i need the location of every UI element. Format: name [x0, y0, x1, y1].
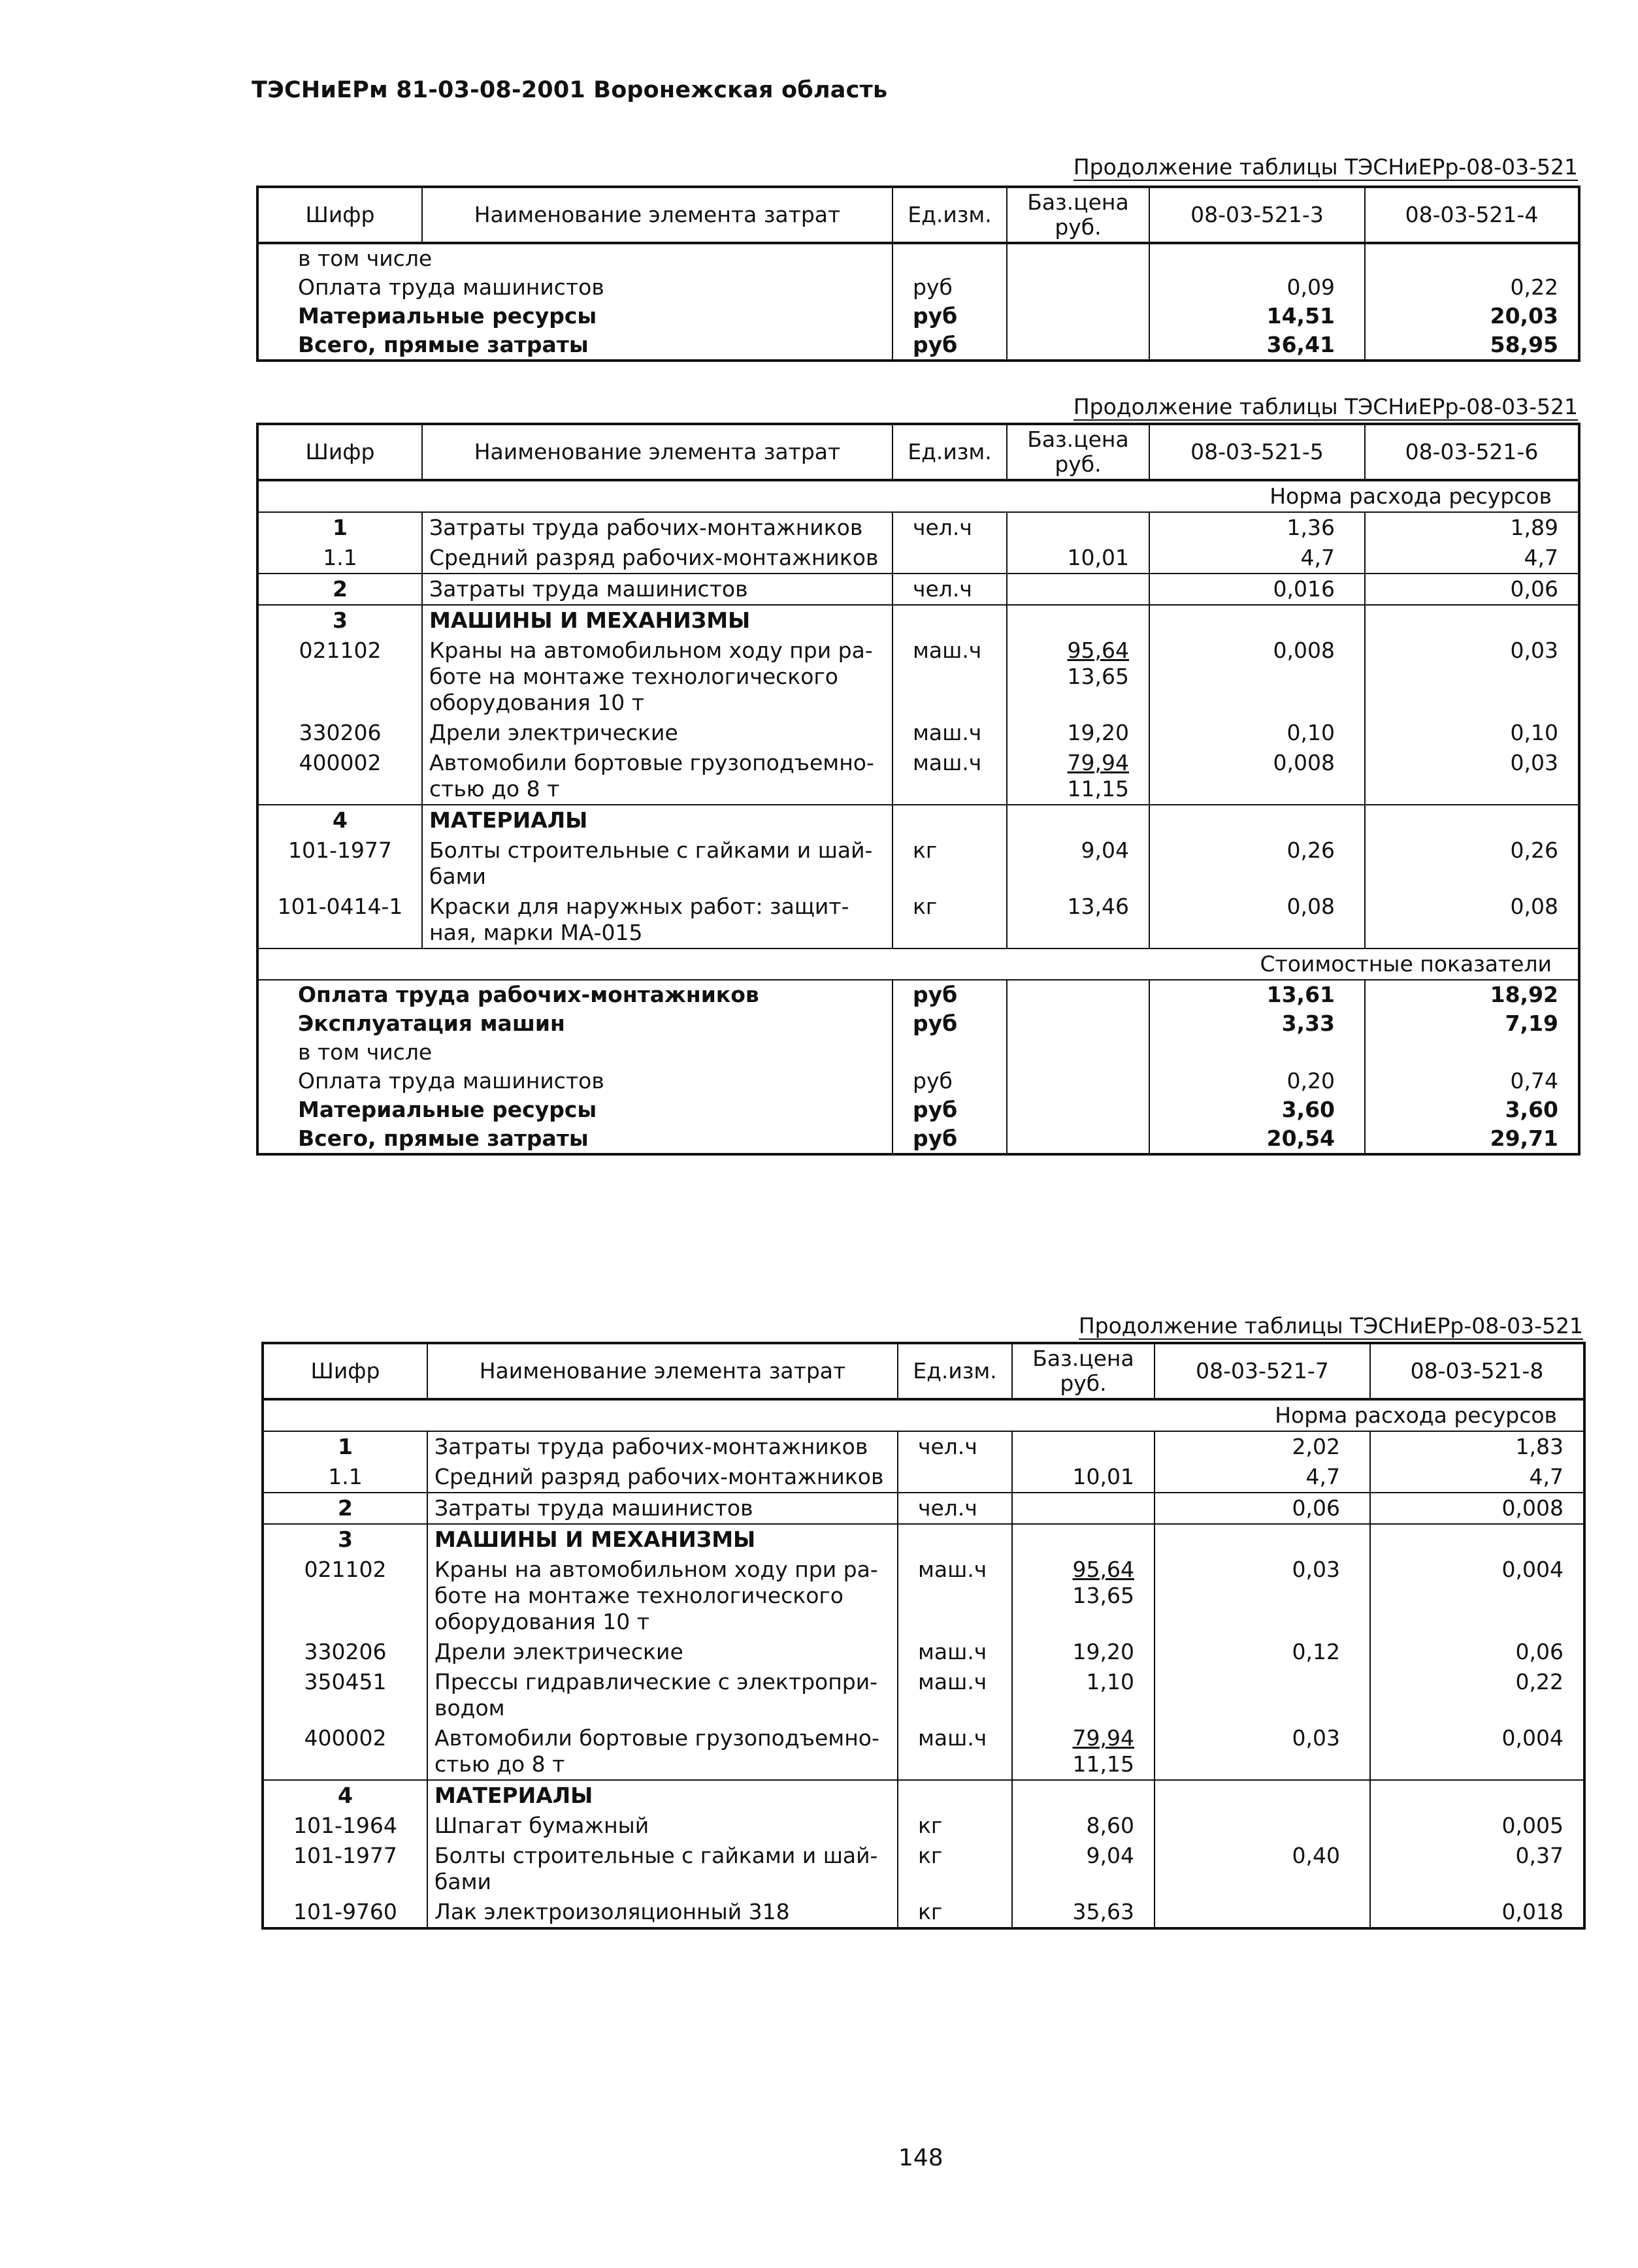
cell-unit: [898, 1780, 1012, 1811]
table-row: [263, 1897, 1584, 1928]
cell-name: Затраты труда рабочих-монтажников: [427, 1431, 898, 1462]
section-row: [257, 805, 1579, 835]
cell-name: Автомобили бортовые грузоподъемно- стью до 8 т: [427, 1723, 898, 1780]
header-col-a: 08-03-521-5: [1149, 424, 1365, 480]
cell-value-b: 0,008: [1370, 1493, 1584, 1524]
cell-unit: [893, 243, 1007, 273]
cell-code: 400002: [263, 1723, 427, 1780]
cell-price: [1012, 1524, 1155, 1555]
cell-value-b: 0,018: [1501, 1899, 1564, 1924]
table-1-block: [256, 154, 1578, 362]
summary-row: [257, 1067, 1579, 1095]
cell-value-a: 0,12: [1155, 1637, 1370, 1667]
section-row: [263, 1524, 1584, 1555]
cell-code: 2: [257, 574, 422, 605]
cell-code: 4: [257, 805, 422, 835]
cell-value-a: 0,008: [1149, 636, 1365, 718]
cost-table-2: [256, 423, 1581, 1156]
cell-value-a: 0,03: [1155, 1555, 1370, 1637]
cell-price: [1012, 1431, 1155, 1462]
header-unit: Ед.изм.: [893, 424, 1007, 480]
cell-price: [1007, 1038, 1149, 1067]
cell-value-a: [1155, 1780, 1370, 1811]
cell-price: [1007, 748, 1149, 805]
cell-unit: руб: [893, 980, 1007, 1009]
cell-value-a: [1149, 243, 1365, 273]
cell-value-a: 14,51: [1149, 302, 1365, 331]
cell-value-a: [1149, 1038, 1365, 1067]
continuation-caption: Продолжение таблицы ТЭСНиЕРр-08-03-521: [1073, 394, 1578, 419]
table-row: [257, 636, 1579, 718]
cell-unit: маш.ч: [893, 748, 1007, 805]
cell-value-b: 0,37: [1515, 1843, 1564, 1868]
cell-name: Затраты труда машинистов: [422, 574, 893, 605]
cell-code: 101-1964: [263, 1811, 427, 1841]
cell-price: 10,01: [1012, 1462, 1155, 1493]
table-row: [263, 1811, 1584, 1841]
table-row: [263, 1637, 1584, 1667]
cost-table-3: [261, 1342, 1586, 1930]
cell-value-a: 2,02: [1155, 1431, 1370, 1462]
cell-unit: [893, 805, 1007, 835]
table-row: [263, 1841, 1584, 1897]
cell-name: Всего, прямые затраты: [257, 331, 893, 361]
cell-price: [1007, 574, 1149, 605]
cell-value-a: [1149, 805, 1365, 835]
cell-name: Средний разряд рабочих-монтажников: [422, 543, 893, 574]
norm-label: Норма расхода ресурсов: [257, 480, 1579, 512]
cell-code: 4: [263, 1780, 427, 1811]
cell-name: Оплата труда машинистов: [257, 273, 893, 302]
cell-value-b: 0,06: [1515, 1639, 1564, 1664]
cell-price: 19,20: [1012, 1637, 1155, 1667]
header-col-b: 08-03-521-8: [1370, 1343, 1584, 1399]
table-3-block: [261, 1313, 1583, 1930]
cell-name: Шпагат бумажный: [427, 1811, 898, 1841]
cell-name: в том числе: [257, 243, 893, 273]
summary-row: [257, 1124, 1579, 1154]
cell-price: 1,10: [1012, 1667, 1155, 1723]
cell-value-a: 3,60: [1149, 1095, 1365, 1124]
cell-value-a: 36,41: [1149, 331, 1365, 361]
table-row: [257, 273, 1579, 302]
cell-value-a: 0,09: [1149, 273, 1365, 302]
cell-price: [1007, 302, 1149, 331]
cell-price: 19,20: [1007, 718, 1149, 748]
cell-value-a: [1155, 1667, 1370, 1723]
cell-value-b: 0,22: [1510, 274, 1558, 300]
cell-value-b: 1,83: [1515, 1434, 1564, 1459]
cell-price: [1007, 805, 1149, 835]
table-row: [257, 835, 1579, 892]
cell-unit: [893, 605, 1007, 636]
cell-price: [1007, 1067, 1149, 1095]
cell-value-b: 0,03: [1510, 638, 1558, 663]
summary-row: [257, 1038, 1579, 1067]
table-row: [257, 302, 1579, 331]
cell-code: 1.1: [263, 1462, 427, 1493]
cell-value-a: 13,61: [1149, 980, 1365, 1009]
cell-unit: маш.ч: [898, 1667, 1012, 1723]
summary-row: [257, 1095, 1579, 1124]
cell-value-a: 20,54: [1149, 1124, 1365, 1154]
cell-code: 1.1: [257, 543, 422, 574]
header-name: Наименование элемента затрат: [422, 424, 893, 480]
header-code: Шифр: [263, 1343, 427, 1399]
cell-value-b: 0,06: [1365, 574, 1579, 605]
header-price: Баз.цена руб.: [1007, 187, 1149, 243]
cell-value-b: 20,03: [1490, 303, 1558, 329]
cell-price: 35,63: [1012, 1897, 1155, 1928]
summary-row: [257, 980, 1579, 1009]
cell-unit: кг: [893, 835, 1007, 892]
cell-name: МАШИНЫ И МЕХАНИЗМЫ: [427, 1524, 898, 1555]
cell-value-a: [1155, 1897, 1370, 1928]
norm-label: Норма расхода ресурсов: [263, 1399, 1584, 1431]
cell-name: Эксплуатация машин: [257, 1009, 893, 1038]
cell-value-b: 4,7: [1524, 545, 1558, 570]
cell-unit: чел.ч: [893, 574, 1007, 605]
cell-price: 9,04: [1012, 1841, 1155, 1897]
cell-price: 8,60: [1012, 1811, 1155, 1841]
cell-name: Краски для наружных работ: защит- ная, марки МА-015: [422, 892, 893, 948]
cell-price: [1007, 1009, 1149, 1038]
cell-value-b: 0,22: [1515, 1669, 1564, 1694]
cell-value-b: 1,89: [1510, 515, 1558, 540]
cell-price: [1007, 605, 1149, 636]
cell-price: [1012, 1555, 1155, 1637]
cell-value-a: 0,08: [1149, 892, 1365, 948]
header-name: Наименование элемента затрат: [427, 1343, 898, 1399]
cell-value-b: [1365, 605, 1579, 636]
cell-value-b: 0,004: [1501, 1557, 1564, 1582]
price-bottom: 13,65: [1067, 664, 1129, 689]
cell-value-a: 0,016: [1149, 574, 1365, 605]
page-number: 148: [898, 2145, 943, 2171]
cell-code: 330206: [263, 1637, 427, 1667]
cell-value-a: 0,10: [1149, 718, 1365, 748]
cell-unit: [893, 543, 1007, 574]
table-row: [257, 574, 1579, 605]
cell-price: [1007, 1124, 1149, 1154]
cell-code: 101-1977: [263, 1841, 427, 1897]
cell-unit: чел.ч: [898, 1431, 1012, 1462]
table-row: [257, 331, 1579, 361]
cell-code: 1: [263, 1431, 427, 1462]
header-price: Баз.цена руб.: [1012, 1343, 1155, 1399]
cell-value-b: 4,7: [1529, 1464, 1564, 1489]
header-col-a: 08-03-521-7: [1155, 1343, 1370, 1399]
cell-price: [1007, 1095, 1149, 1124]
cell-value-b: 0,03: [1510, 750, 1558, 775]
cell-price: 10,01: [1007, 543, 1149, 574]
cell-name: МАТЕРИАЛЫ: [427, 1780, 898, 1811]
cell-value-a: 0,26: [1149, 835, 1365, 892]
cell-value-b: 0,74: [1510, 1068, 1558, 1094]
cell-code: 2: [263, 1493, 427, 1524]
table-row: [263, 1493, 1584, 1524]
cell-code: 3: [257, 605, 422, 636]
header-col-b: 08-03-521-4: [1365, 187, 1579, 243]
cell-name: МАТЕРИАЛЫ: [422, 805, 893, 835]
cell-code: 021102: [257, 636, 422, 718]
header-unit: Ед.изм.: [898, 1343, 1012, 1399]
cell-value-a: 4,7: [1149, 543, 1365, 574]
cell-code: 1: [257, 512, 422, 543]
cell-price: 13,46: [1007, 892, 1149, 948]
cell-value-b: 0,26: [1510, 837, 1558, 863]
cell-unit: кг: [898, 1841, 1012, 1897]
header-code: Шифр: [257, 424, 422, 480]
table-row: [257, 543, 1579, 574]
cell-name: МАШИНЫ И МЕХАНИЗМЫ: [422, 605, 893, 636]
cell-value-a: 4,7: [1155, 1462, 1370, 1493]
cell-value-b: [1370, 1780, 1584, 1811]
table-2-block: [256, 394, 1578, 1156]
cell-value-b: 18,92: [1490, 982, 1558, 1007]
cell-code: 101-1977: [257, 835, 422, 892]
cell-value-b: 0,08: [1510, 894, 1558, 919]
cost-header-row: [257, 948, 1579, 980]
cell-name: Дрели электрические: [422, 718, 893, 748]
cell-code: 3: [263, 1524, 427, 1555]
cell-value-b: 29,71: [1490, 1126, 1558, 1151]
cell-value-a: 3,33: [1149, 1009, 1365, 1038]
cell-price: [1012, 1493, 1155, 1524]
cell-value-b: [1365, 1038, 1579, 1067]
price-top: 79,94: [1067, 750, 1129, 775]
cost-label: Стоимостные показатели: [257, 948, 1579, 980]
table-row: [263, 1462, 1584, 1493]
cell-name: Автомобили бортовые грузоподъемно- стью до 8 т: [422, 748, 893, 805]
cell-unit: [898, 1524, 1012, 1555]
table-header-row: [257, 424, 1579, 480]
cell-name: Материальные ресурсы: [257, 302, 893, 331]
cell-unit: руб: [893, 1095, 1007, 1124]
cell-value-b: 0,10: [1510, 720, 1558, 745]
cell-name: Болты строительные с гайками и шай- бами: [422, 835, 893, 892]
cell-name: Краны на автомобильном ходу при ра- боте на монтаже технологического оборудования 10 т: [422, 636, 893, 718]
cell-value-b: 3,60: [1505, 1097, 1558, 1122]
summary-row: [257, 1009, 1579, 1038]
cell-value-a: [1155, 1811, 1370, 1841]
cell-name: Затраты труда рабочих-монтажников: [422, 512, 893, 543]
cost-table-1: [256, 186, 1581, 362]
cell-value-b: 58,95: [1490, 332, 1558, 357]
norm-header-row: [263, 1399, 1584, 1431]
cell-unit: маш.ч: [898, 1637, 1012, 1667]
cell-price: [1007, 512, 1149, 543]
cell-unit: руб: [893, 1067, 1007, 1095]
table-header-row: [257, 187, 1579, 243]
cell-price: [1012, 1780, 1155, 1811]
cell-name: Дрели электрические: [427, 1637, 898, 1667]
table-row: [257, 512, 1579, 543]
cell-price: [1007, 980, 1149, 1009]
cell-name: Затраты труда машинистов: [427, 1493, 898, 1524]
cell-unit: чел.ч: [893, 512, 1007, 543]
cell-name: Краны на автомобильном ходу при ра- боте на монтаже технологического оборудования 10 т: [427, 1555, 898, 1637]
cell-name: в том числе: [257, 1038, 893, 1067]
cell-code: 400002: [257, 748, 422, 805]
cell-value-b: 7,19: [1505, 1011, 1558, 1036]
section-row: [257, 605, 1579, 636]
price-bottom: 11,15: [1067, 776, 1129, 802]
cell-unit: кг: [898, 1811, 1012, 1841]
price-bottom: 13,65: [1072, 1583, 1134, 1608]
cell-value-b: 0,005: [1501, 1813, 1564, 1838]
header-col-a: 08-03-521-3: [1149, 187, 1365, 243]
header-price: Баз.цена руб.: [1007, 424, 1149, 480]
cell-code: 330206: [257, 718, 422, 748]
page-title: ТЭСНиЕРм 81-03-08-2001 Воронежская область: [252, 77, 888, 103]
cell-value-a: [1155, 1524, 1370, 1555]
table-row: [257, 718, 1579, 748]
cell-value-a: 0,03: [1155, 1723, 1370, 1780]
cell-value-a: 0,06: [1155, 1493, 1370, 1524]
price-top: 95,64: [1067, 638, 1129, 663]
cell-code: 350451: [263, 1667, 427, 1723]
cell-name: Оплата труда рабочих-монтажников: [257, 980, 893, 1009]
table-row: [257, 243, 1579, 273]
cell-unit: маш.ч: [893, 718, 1007, 748]
cell-unit: [898, 1462, 1012, 1493]
cell-name: Болты строительные с гайками и шай- бами: [427, 1841, 898, 1897]
header-code: Шифр: [257, 187, 422, 243]
cell-unit: руб: [893, 273, 1007, 302]
cell-unit: кг: [893, 892, 1007, 948]
cell-unit: руб: [893, 302, 1007, 331]
cell-value-b: [1370, 1524, 1584, 1555]
table-row: [263, 1667, 1584, 1723]
cell-unit: руб: [893, 1009, 1007, 1038]
cell-name: Материальные ресурсы: [257, 1095, 893, 1124]
norm-header-row: [257, 480, 1579, 512]
cell-price: [1007, 273, 1149, 302]
cell-unit: руб: [893, 331, 1007, 361]
cell-price: [1007, 243, 1149, 273]
continuation-caption: Продолжение таблицы ТЭСНиЕРр-08-03-521: [1078, 1313, 1583, 1338]
cell-unit: [893, 1038, 1007, 1067]
cell-unit: чел.ч: [898, 1493, 1012, 1524]
cell-unit: маш.ч: [893, 636, 1007, 718]
cell-value-b: 0,004: [1501, 1725, 1564, 1751]
table-row: [257, 892, 1579, 948]
cell-code: 101-9760: [263, 1897, 427, 1928]
continuation-caption: Продолжение таблицы ТЭСНиЕРр-08-03-521: [1073, 154, 1578, 180]
table-row: [263, 1555, 1584, 1637]
cell-name: Всего, прямые затраты: [257, 1124, 893, 1154]
table-header-row: [263, 1343, 1584, 1399]
cell-value-a: [1149, 605, 1365, 636]
header-col-b: 08-03-521-6: [1365, 424, 1579, 480]
cell-unit: кг: [898, 1897, 1012, 1928]
cell-unit: маш.ч: [898, 1555, 1012, 1637]
section-row: [263, 1780, 1584, 1811]
cell-price: [1007, 331, 1149, 361]
cell-unit: маш.ч: [898, 1723, 1012, 1780]
cell-value-a: 0,40: [1155, 1841, 1370, 1897]
cell-value-b: [1365, 805, 1579, 835]
cell-name: Лак электроизоляционный 318: [427, 1897, 898, 1928]
cell-price: [1007, 636, 1149, 718]
cell-name: Средний разряд рабочих-монтажников: [427, 1462, 898, 1493]
price-bottom: 11,15: [1072, 1751, 1134, 1777]
cell-code: 021102: [263, 1555, 427, 1637]
price-top: 79,94: [1072, 1725, 1134, 1751]
table-row: [263, 1431, 1584, 1462]
table-row: [257, 748, 1579, 805]
cell-price: 9,04: [1007, 835, 1149, 892]
cell-code: 101-0414-1: [257, 892, 422, 948]
cell-unit: руб: [893, 1124, 1007, 1154]
cell-value-a: 0,008: [1149, 748, 1365, 805]
cell-value-a: 1,36: [1149, 512, 1365, 543]
price-top: 95,64: [1072, 1557, 1134, 1582]
cell-value-a: 0,20: [1149, 1067, 1365, 1095]
cell-name: Прессы гидравлические с электропри- водом: [427, 1667, 898, 1723]
header-name: Наименование элемента затрат: [422, 187, 893, 243]
header-unit: Ед.изм.: [893, 187, 1007, 243]
cell-value-b: [1365, 243, 1579, 273]
table-row: [263, 1723, 1584, 1780]
cell-price: [1012, 1723, 1155, 1780]
cell-name: Оплата труда машинистов: [257, 1067, 893, 1095]
